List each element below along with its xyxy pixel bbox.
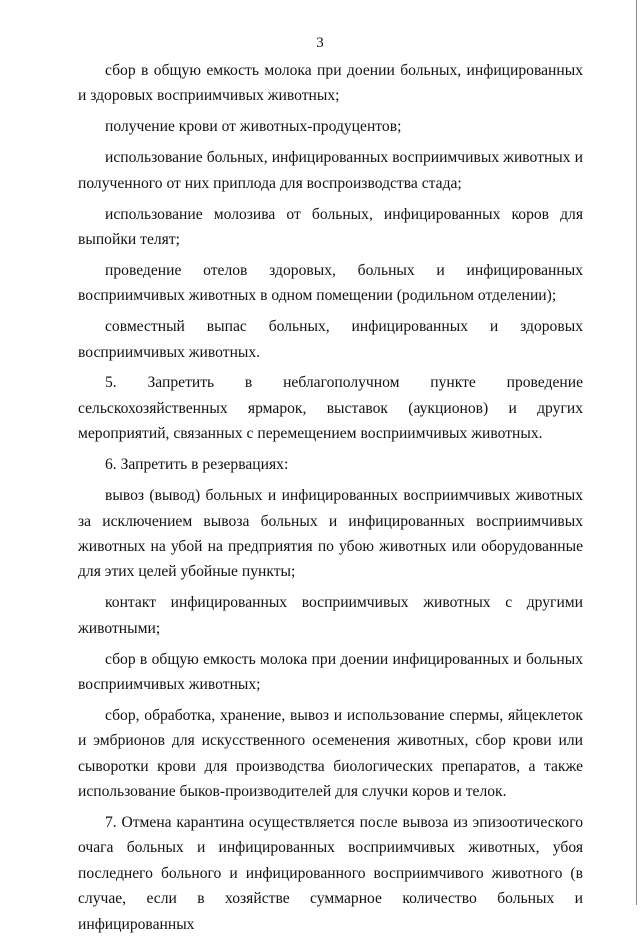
paragraph-11: сбор в общую емкость молока при доении инфицированных и больных восприимчивых животных;: [78, 650, 583, 693]
page-edge-line: [636, 0, 637, 905]
paragraph-3: использование больных, инфицированных восприимчивых животных и полученного от них приплода для воспроизводства стада;: [78, 149, 583, 192]
paragraph-8: 6. Запретить в резервациях:: [105, 456, 289, 474]
paragraph-2: получение крови от животных-продуцентов;: [105, 118, 402, 136]
paragraph-12: сбор, обработка, хранение, вывоз и использование спермы, яйцеклеток и эмбрионов для искусственного осеменения животных, сбор крови или сыворотки крови для производства биологических препаратов, а также использование быков-производителей для случки коров и телок.: [78, 706, 583, 801]
document-body: [78, 58, 583, 943]
paragraph-5: проведение отелов здоровых, больных и инфицированных восприимчивых животных в одном помещении (родильном отделении);: [78, 261, 583, 305]
paragraph-4: использование молозива от больных, инфицированных коров для выпойки телят;: [78, 205, 583, 248]
paragraph-6: совместный выпас больных, инфицированных и здоровых восприимчивых животных.: [78, 318, 583, 361]
paragraph-13: 7. Отмена карантина осуществляется после вывоза из эпизоотического очага больных и инфицированных восприимчивых животных, убоя последнего больного и инфицированного восприимчивого животного (в случае, если в хозяйстве суммарное количество больных и инфицированных: [78, 813, 583, 933]
paragraph-9: вывоз (вывод) больных и инфицированных восприимчивых животных за исключением вывоза больных и инфицированных восприимчивых животных на убой на предприятия по убою животных или оборудованные для этих целей убойные пункты;: [78, 487, 583, 581]
paragraph-1: сбор в общую емкость молока при доении больных, инфицированных и здоровых восприимчивых животных;: [78, 62, 583, 105]
paragraph-10: контакт инфицированных восприимчивых животных с другими животными;: [78, 594, 583, 637]
paragraph-7: 5. Запретить в неблагополучном пункте проведение сельскохозяйственных ярмарок, выставок (аукционов) и других мероприятий, связанных с перемещением восприимчивых животных.: [78, 374, 583, 443]
page-number: 3: [316, 35, 324, 51]
